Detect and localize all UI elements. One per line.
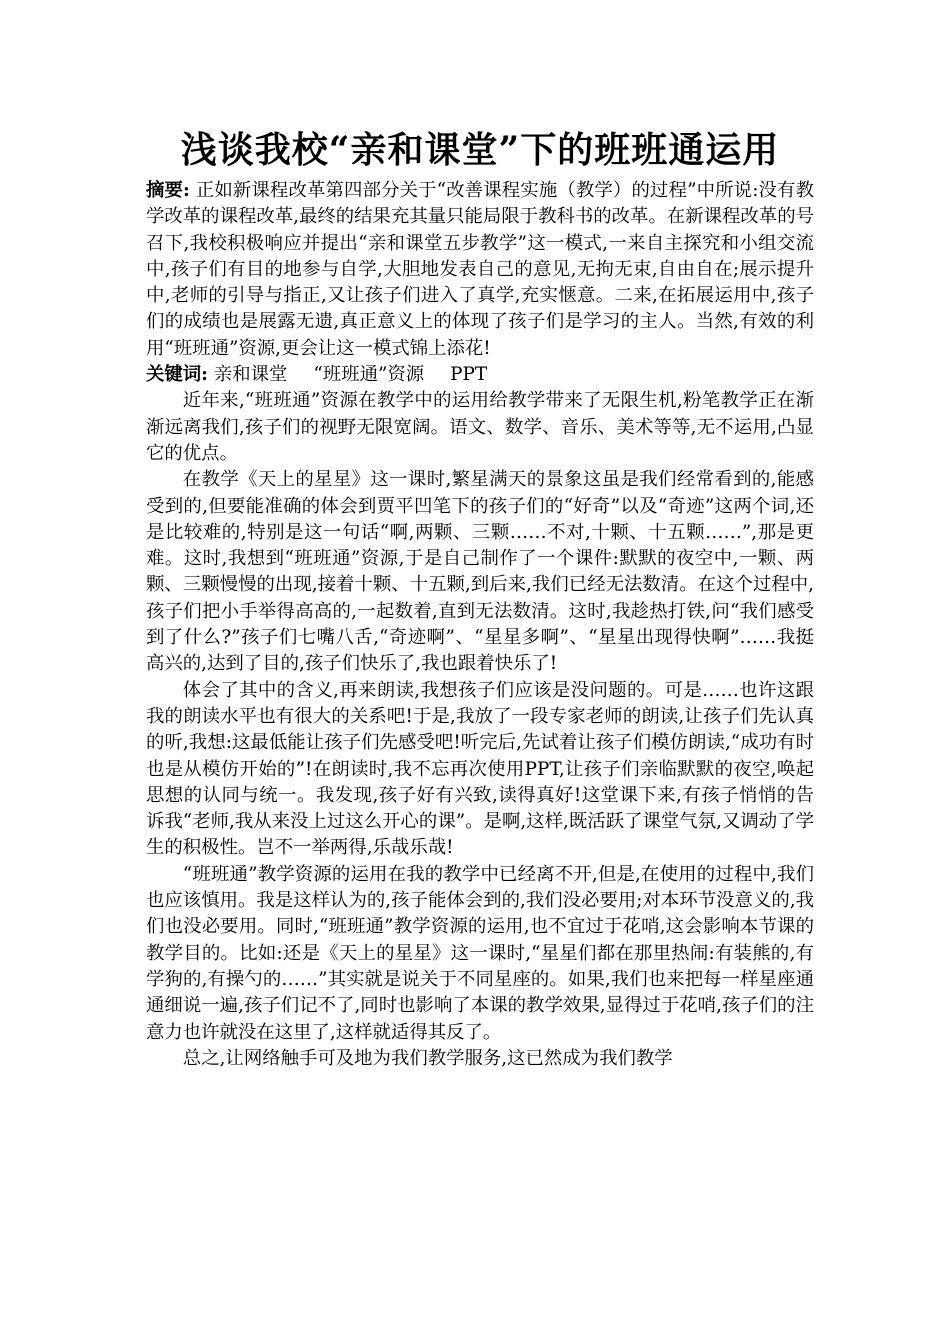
document-page xyxy=(146,128,814,1072)
body-paragraph-2: 在教学《天上的星星》这一课时,繁星满天的景象这虽是我们经常看到的,能感受到的,但要能准确的体会到贾平凹笔下的孩子们的“好奇”以及“奇迹”这两个词,还是比较难的,特别是这一句话“啊,两颗、三颗……不对,十颗、十五颗……”,那是更难。这时,我想到“班班通”资源,于是自己制作了一个课件:默默的夜空中,一颗、两颗、三颗慢慢的出现,接着十颗、十五颗,到后来,我们已经无法数清。在这个过程中,孩子们把小手举得高高的,一起数着,直到无法数清。这时,我趁热打铁,问“我们感受到了什么?”孩子们七嘴八舌,“奇迹啊”、“星星多啊”、“星星出现得快啊”……我挺高兴的,达到了目的,孩子们快乐了,我也跟着快乐了! xyxy=(146,469,814,675)
abstract-label: 摘要: xyxy=(146,180,190,201)
document-title: 浅谈我校“亲和课堂”下的班班通运用 xyxy=(180,129,780,171)
body-paragraph-3: 体会了其中的含义,再来朗读,我想孩子们应该是没问题的。可是……也许这跟我的朗读水平也有很大的关系吧!于是,我放了一段专家老师的朗读,让孩子们先认真的听,我想:这最低能让孩子们先感受吧!听完后,先试着让孩子们模仿朗读,“成功有时也是从模仿开始的”!在朗读时,我不忘再次使用PPT,让孩子们亲临默默的夜空,唤起思想的认同与统一。我发现,孩子好有兴致,读得真好!这堂课下来,有孩子悄悄的告诉我“老师,我从来没上过这么开心的课”。是啊,这样,既活跃了课堂气氛,又调动了学生的积极性。岂不一举两得,乐哉乐哉! xyxy=(146,679,814,859)
body-paragraph-1: 近年来,“班班通”资源在教学中的运用给教学带来了无限生机,粉笔教学正在渐渐远离我们,孩子们的视野无限宽阔。语文、数学、音乐、美术等等,无不运用,凸显它的优点。 xyxy=(146,390,814,464)
keywords-line xyxy=(146,362,814,388)
keyword-2: “班班通”资源 xyxy=(313,364,425,386)
keyword-3: PPT xyxy=(450,364,488,386)
keywords-label: 关键词: xyxy=(146,364,208,386)
body-paragraph-5: 总之,让网络触手可及地为我们教学服务,这已然成为我们教学 xyxy=(182,1047,673,1069)
keyword-1: 亲和课堂 xyxy=(213,364,288,386)
abstract-text: 正如新课程改革第四部分关于“改善课程实施（教学）的过程”中所说:没有教学改革的课程改革,最终的结果充其量只能局限于教科书的改革。在新课程改革的号召下,我校积极响应并提出“亲和课堂五步教学”这一模式,一来自主探究和小组交流中,孩子们有目的地参与自学,大胆地发表自己的意见,无拘无束,自由自在;展示提升中,老师的引导与指正,又让孩子们进入了真学,充实惬意。二来,在拓展运用中,孩子们的成绩也是展露无遗,真正意义上的体现了孩子们是学习的主人。当然,有效的利用“班班通”资源,更会让这一模式锦上添花! xyxy=(146,180,814,359)
abstract-paragraph xyxy=(146,178,814,362)
body-paragraph-4: “班班通”教学资源的运用在我的教学中已经离不开,但是,在使用的过程中,我们也应该慎用。我是这样认为的,孩子能体会到的,我们没必要用;对本环节没意义的,我们也没必要用。同时,“班班通”教学资源的运用,也不宜过于花哨,这会影响本节课的教学目的。比如:还是《天上的星星》这一课时,“星星们都在那里热闹:有装熊的,有学狗的,有操勺的……”其实就是说关于不同星座的。如果,我们也来把每一样星座通通细说一遍,孩子们记不了,同时也影响了本课的教学效果,显得过于花哨,孩子们的注意力也许就没在这里了,这样就适得其反了。 xyxy=(146,863,814,1043)
